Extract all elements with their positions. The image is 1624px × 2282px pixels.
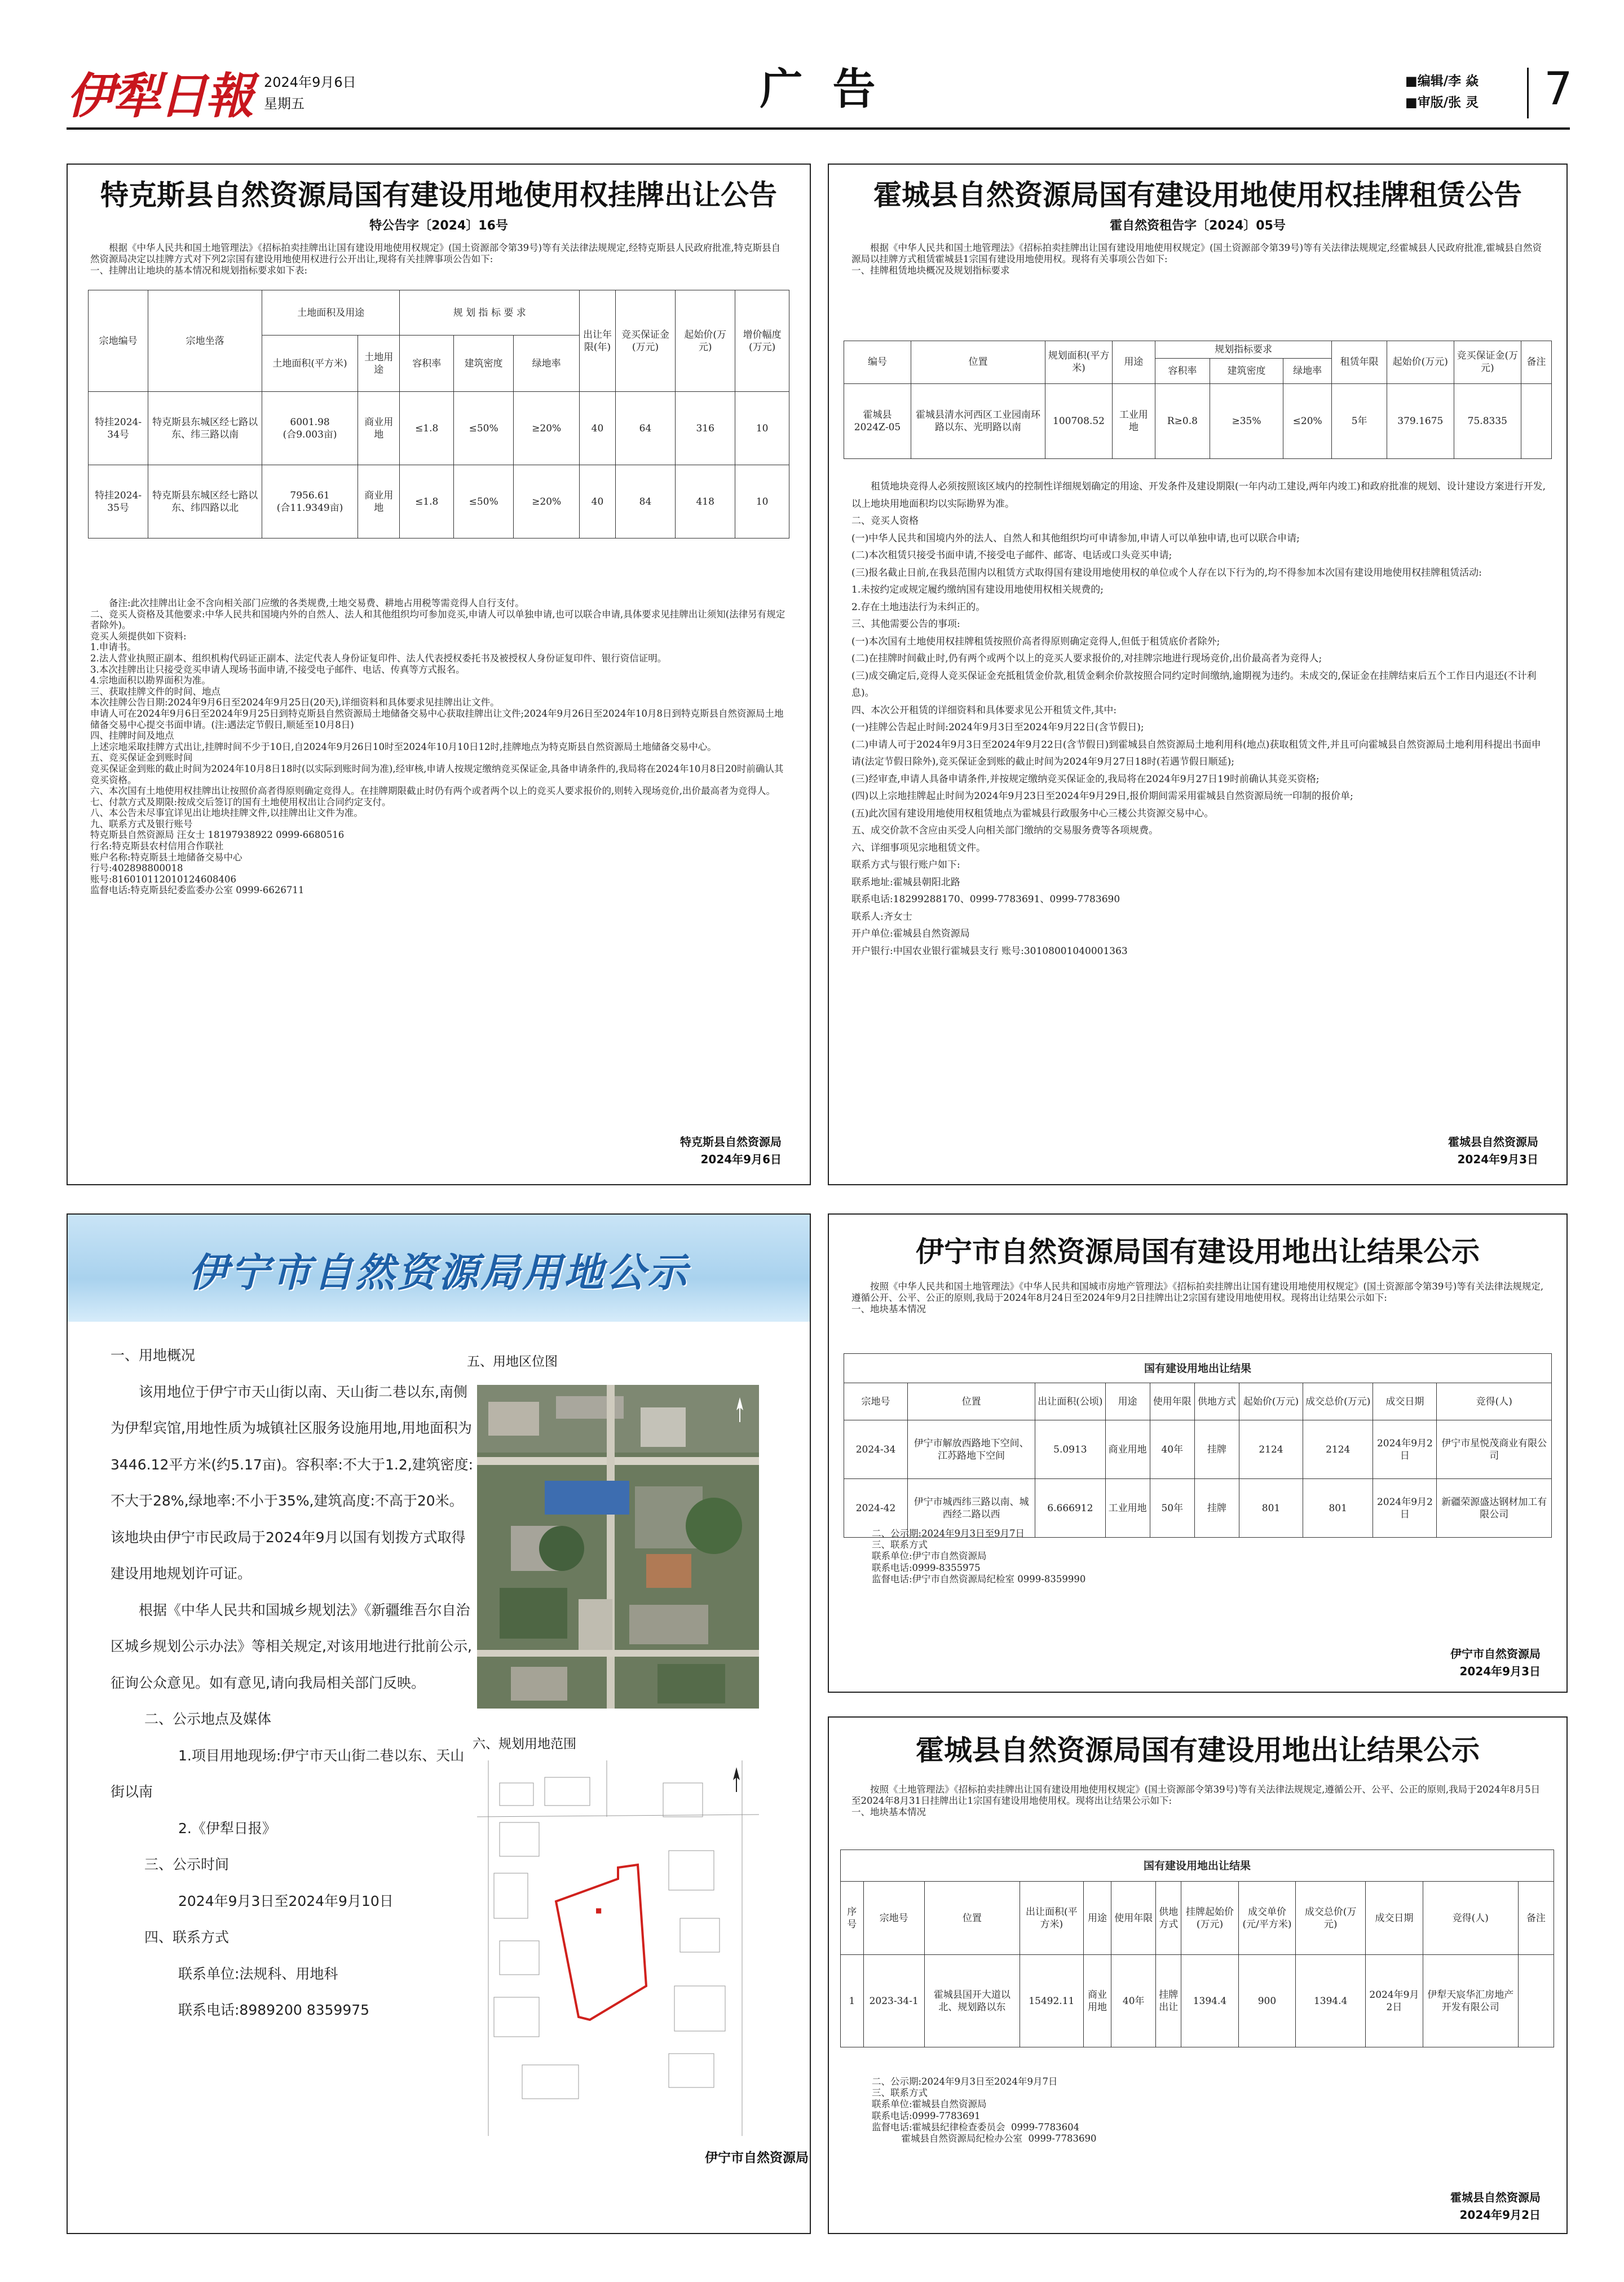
- col-green: 绿地率: [1283, 358, 1332, 383]
- cell: 霍城县2024Z-05: [844, 383, 911, 458]
- col-use: 土地用途: [358, 336, 400, 392]
- paragraph: 该用地位于伊宁市天山街以南、天山街二巷以东,南侧为伊犁宾馆,用地性质为城镇社区服务设施用地,用地面积为3446.12平方米(约5.17亩)。容积率:不大于1.2,建筑密度:不大于28%,绿地率:不小于35%,建筑高度:不高于20米。该地块由伊宁市民政局于2024年9月以国有划拨方式取得建设用地规划许可证。: [111, 1383, 474, 1582]
- cell: 伊犁天宸华汇房地产开发有限公司: [1423, 1955, 1518, 2047]
- ad-body: 二、公示期:2024年9月3日至9月7日 三、联系方式 联系单位:伊宁市自然资源局 联系电话:0999-8355975 监督电话:伊宁市自然资源局纪检室 0999-8359990: [872, 1528, 1086, 1584]
- col-increment: 增价幅度(万元): [735, 290, 789, 392]
- col-area: 规划面积(平方米): [1045, 341, 1113, 384]
- result-table: [844, 1353, 1552, 1538]
- col-header: 使用年限: [1150, 1383, 1194, 1420]
- table-row: [844, 1420, 1552, 1479]
- ad-title: 伊宁市自然资源局国有建设用地出让结果公示: [916, 1235, 1480, 1268]
- col-location: 位置: [911, 341, 1045, 384]
- planned-land-map: [477, 1760, 759, 2136]
- cell: ≥35%: [1210, 383, 1283, 458]
- cell: 5.0913: [1035, 1420, 1105, 1479]
- location-aerial-map: [477, 1385, 759, 1709]
- map-plan-caption: 六、规划用地范围: [473, 1737, 576, 1751]
- cell: ≥20%: [514, 465, 580, 539]
- cell: 1394.4: [1296, 1955, 1366, 2047]
- cell: 特挂2024-35号: [89, 465, 148, 539]
- cell: 6001.98 (合9.003亩): [262, 392, 358, 465]
- col-header: 序号: [841, 1882, 864, 1955]
- ad-signature: 伊宁市自然资源局: [705, 2151, 809, 2165]
- col-note: 备注: [1521, 341, 1551, 384]
- signature-org: 霍城县自然资源局: [1448, 1135, 1538, 1149]
- cell: 2124: [1303, 1420, 1373, 1479]
- signature-org: 霍城县自然资源局: [1450, 2191, 1541, 2204]
- col-green: 绿地率: [514, 336, 580, 392]
- cell: [1518, 1955, 1554, 2047]
- masthead-logo: 伊犁日報: [67, 68, 251, 125]
- land-table: [88, 290, 789, 539]
- cell: 801: [1239, 1479, 1303, 1538]
- cell: 挂牌出让: [1156, 1955, 1181, 2047]
- list-item: 联系电话:8989200 8359975: [178, 2002, 370, 2018]
- col-land: 土地面积及用途: [262, 290, 400, 336]
- cell: 挂牌: [1194, 1479, 1239, 1538]
- signature-org: 特克斯县自然资源局: [680, 1135, 782, 1149]
- cell: 10: [735, 465, 789, 539]
- col-header: 成交总价(万元): [1296, 1882, 1366, 1955]
- col-term: 租赁年限: [1332, 341, 1387, 384]
- cell: 801: [1303, 1479, 1373, 1538]
- ad-signature: [680, 1133, 782, 1168]
- signature-org: 伊宁市自然资源局: [1450, 1647, 1541, 1661]
- col-header: 使用年限: [1111, 1882, 1156, 1955]
- cell: 50年: [1150, 1479, 1194, 1538]
- list-item: 联系单位:法规科、用地科: [178, 1965, 338, 1982]
- col-header: 宗地号: [844, 1383, 908, 1420]
- cell: 商业用地: [358, 392, 400, 465]
- signature-date: 2024年9月6日: [700, 1153, 782, 1166]
- cell: 84: [615, 465, 675, 539]
- col-start: 起始价(万元): [676, 290, 735, 392]
- col-area: 土地面积(平方米): [262, 336, 358, 392]
- cell: 75.8335: [1454, 383, 1521, 458]
- cell: ≤1.8: [400, 465, 454, 539]
- table-row: [89, 465, 789, 539]
- paragraph: 根据《中华人民共和国城乡规划法》《新疆维吾尔自治区城乡规划公示办法》等相关规定,对该用地进行批前公示,征询公众意见。如有意见,请向我局相关部门反映。: [111, 1601, 472, 1691]
- cell: 伊宁市解放西路地下空间、江苏路地下空间: [908, 1420, 1035, 1479]
- col-deposit: 竞买保证金(万元): [615, 290, 675, 392]
- cell: 100708.52: [1045, 383, 1113, 458]
- compass-icon: [725, 1766, 748, 1794]
- col-header: 成交日期: [1373, 1383, 1437, 1420]
- ad-huocheng-result: [828, 1716, 1568, 2234]
- compass-icon: [729, 1396, 751, 1424]
- table-row: [844, 383, 1552, 458]
- page-number: 7: [1544, 63, 1573, 115]
- col-density: 建筑密度: [1210, 358, 1283, 383]
- col-header: 挂牌起始价(万元): [1181, 1882, 1238, 1955]
- section-heading: 三、公示时间: [144, 1856, 230, 1873]
- issue-weekday: 星期五: [264, 96, 304, 112]
- cell: R≥0.8: [1155, 383, 1210, 458]
- list-item: 2.《伊犁日报》: [178, 1820, 276, 1837]
- cell: 2023-34-1: [863, 1955, 924, 2047]
- cell: [1521, 383, 1551, 458]
- ad-intro: 根据《中华人民共和国土地管理法》《招标拍卖挂牌出让国有建设用地使用权规定》(国土资源部令第39号)等有关法律法规规定,经霍城县人民政府批准,霍城县自然资源局以挂牌方式租赁霍城县1宗国有建设用地使用权。现将有关事项公告如下: 一、挂牌租赁地块概况及规划指标要求: [851, 242, 1542, 276]
- cell: ≤1.8: [400, 392, 454, 465]
- cell: 1394.4: [1181, 1955, 1238, 2047]
- section-heading: 一、用地概况: [111, 1347, 196, 1363]
- col-header: 用途: [1105, 1383, 1150, 1420]
- section-heading: 二、公示地点及媒体: [144, 1711, 272, 1727]
- ad-yining-result: [828, 1213, 1568, 1693]
- cell: 40年: [1150, 1420, 1194, 1479]
- cell: 379.1675: [1387, 383, 1454, 458]
- cell: 2024-42: [844, 1479, 908, 1538]
- cell: 15492.11: [1020, 1955, 1083, 2047]
- reviewer-credit: ■审版/张 灵: [1405, 95, 1479, 110]
- svg-text:■: ■: [595, 1906, 602, 1914]
- col-deposit: 竞买保证金(万元): [1454, 341, 1521, 384]
- cell: 10: [735, 392, 789, 465]
- result-table: [840, 1850, 1554, 2047]
- title-banner: [68, 1215, 810, 1322]
- col-header: 备注: [1518, 1882, 1554, 1955]
- lease-table: [844, 341, 1552, 459]
- table-row: [841, 1955, 1554, 2047]
- ad-title: 霍城县自然资源局国有建设用地使用权挂牌租赁公告: [873, 179, 1522, 211]
- cell: 6.666912: [1035, 1479, 1105, 1538]
- table-caption: 国有建设用地出让结果: [841, 1850, 1554, 1882]
- cell: 霍城县清水河西区工业园南环路以东、光明路以南: [911, 383, 1045, 458]
- cell: 霍城县国开大道以北、规划路以东: [924, 1955, 1020, 2047]
- cell: 挂牌: [1194, 1420, 1239, 1479]
- col-header: 竞得(人): [1437, 1383, 1552, 1420]
- cell: 特克斯县东城区经七路以东、纬四路以北: [148, 465, 262, 539]
- table-row: [89, 392, 789, 465]
- cell: 工业用地: [1113, 383, 1155, 458]
- cell: 2024年9月2日: [1366, 1955, 1423, 2047]
- cell: 40: [580, 392, 616, 465]
- col-header: 成交单价(元/平方米): [1238, 1882, 1295, 1955]
- col-header: 竞得(人): [1423, 1882, 1518, 1955]
- col-header: 成交日期: [1366, 1882, 1423, 1955]
- cell: 64: [615, 392, 675, 465]
- cell: 商业用地: [358, 465, 400, 539]
- col-header: 宗地号: [863, 1882, 924, 1955]
- col-header: 出让面积(平方米): [1020, 1882, 1083, 1955]
- col-header: 位置: [908, 1383, 1035, 1420]
- ad-number: 特公告字〔2024〕16号: [369, 219, 508, 233]
- list-item: 1.项目用地现场:伊宁市天山街二巷以东、天山街以南: [111, 1747, 465, 1800]
- col-header: 起始价(万元): [1239, 1383, 1303, 1420]
- ad-number: 霍自然资租告字〔2024〕05号: [1110, 219, 1286, 233]
- ad-intro: 按照《中华人民共和国土地管理法》《中华人民共和国城市房地产管理法》《招标拍卖挂牌出让国有建设用地使用权规定》(国土资源部令第39号)等有关法律法规规定,遵循公开、公平、公正的原则,我局于2024年8月24日至2024年9月2日挂牌出让2宗国有建设用地使用权。现将出让结果公示如下: 一、地块基本情况: [851, 1281, 1544, 1315]
- cell: 新疆荣源盛达钢材加工有限公司: [1437, 1479, 1552, 1538]
- ad-title: 特克斯县自然资源局国有建设用地使用权挂牌出让公告: [100, 179, 777, 211]
- cell: ≥20%: [514, 392, 580, 465]
- cell: 1: [841, 1955, 864, 2047]
- col-header: 供地方式: [1156, 1882, 1181, 1955]
- cell: 5年: [1332, 383, 1387, 458]
- col-header: 用途: [1083, 1882, 1111, 1955]
- col-header: 成交总价(万元): [1303, 1383, 1373, 1420]
- issue-date: 2024年9月6日: [264, 74, 356, 90]
- col-far: 容积率: [400, 336, 454, 392]
- map-location-caption: 五、用地区位图: [467, 1354, 558, 1369]
- cell: 伊宁市星悦茂商业有限公司: [1437, 1420, 1552, 1479]
- ad-intro: 根据《中华人民共和国土地管理法》《招标拍卖挂牌出让国有建设用地使用权规定》(国土资源部令第39号)等有关法律法规规定,经特克斯县人民政府批准,特克斯县自然资源局决定以挂牌方式对下列2宗国有建设用地使用权进行公开出让,现将有关挂牌事项公告如下: 一、挂牌出让地块的基本情况和规划指标要求如下表:: [90, 242, 781, 276]
- col-header: 供地方式: [1194, 1383, 1239, 1420]
- ad-intro: 按照《土地管理法》《招标拍卖挂牌出让国有建设用地使用权规定》(国土资源部令第39号)等有关法律法规规定,遵循公开、公平、公正的原则,我局于2024年8月5日至2024年8月31日挂牌出让1宗国有建设用地使用权。现将出让结果公示如下: 一、地块基本情况: [851, 1784, 1541, 1818]
- ad-body: 备注:此次挂牌出让金不含向相关部门应缴的各类规费,土地交易费、耕地占用税等需竞得人自行支付。 二、竞买人资格及其他要求:中华人民共和国境内外的自然人、法人和其他组织均可参加竞买,申请人可以单独申请,也可以联合申请,具体要求见挂牌出让须知(法律另有规定者除外)。 竞买人须提供如下资料: 1.申请书。 2.法人营业执照正副本、组织机构代码证正副本、法定代表人身份证复印件、法人代表授权委托书及被授权人身份证复印件、银行资信证明。 3.本次挂牌出让只接受竞买申请人现场书面申请,不接受电子邮件、电话、传真等方式报名。 4.宗地面积以勘界面积为准。 三、获取挂牌文件的时间、地点 本次挂牌公告日期:2024年9月6日至2024年9月25日(20天),详细资料和具体要求见挂牌出让文件。 申请人可在2024年9月6日至2024年9月25日到特克斯县自然资源局土地储备交易中心获取挂牌出让文件;2024年9月26日至2024年10月8日到特克斯县自然资源局土地储备交易中心提交书面申请。(注:遇法定节假日,顺延至10月8日) 四、挂牌时间及地点 上述宗地采取挂牌方式出让,挂牌时间不少于10日,自2024年9月26日10时至2024年10月10日12时,挂牌地点为特克斯县自然资源局土地储备交易中心。 五、竞买保证金到账时间 竞买保证金到账的截止时间为2024年10月8日18时(以实际到账时间为准),经审核,申请人按规定缴纳竞买保证金,具备申请条件的,我局将在2024年10月8日20时前确认其竞买资格。 六、本次国有土地使用权挂牌出让按照价高者得原则确定竞得人。在挂牌期限截止时仍有两个或者两个以上的竞买人要求报价的,则转入现场竞价,出价最高者为竞得人。 七、付款方式及期限:按成交后签订的国有土地使用权出让合同约定支付。 八、本公告未尽事宜详见出让地块挂牌文件,以挂牌出让文件为准。 九、联系方式及银行账号 特克斯县自然资源局 汪女士 18197938922 0999-6680516 行名:特克斯县农村信用合作联社 账户名称:特克斯县土地储备交易中心 行号:402898800018 账号:816010112010124608406 监督电话:特克斯县纪委监委办公室 0999-6626711: [90, 598, 785, 896]
- cell: 40: [580, 465, 616, 539]
- section-title: 广 告: [760, 64, 876, 114]
- col-header: 位置: [924, 1882, 1020, 1955]
- ad-signature: [1448, 1133, 1538, 1168]
- header-divider-vertical: [1527, 68, 1529, 118]
- col-far: 容积率: [1155, 358, 1210, 383]
- cell: 特挂2024-34号: [89, 392, 148, 465]
- cell: 商业用地: [1105, 1420, 1150, 1479]
- ad-body: 租赁地块竞得人必须按照该区域内的控制性详细规划确定的用途、开发条件及建设期限(一年内动工建设,两年内竣工)和政府批准的规划、设计建设方案进行开发,以上地块用地面积均以实际勘界为准。 二、竞买人资格 (一)中华人民共和国境内外的法人、自然人和其他组织均可申请参加,申请人可以单独申请,也可以联合申请; (二)本次租赁只接受书面申请,不接受电子邮件、邮寄、电话或口头竞买申请; (三)报名截止日前,在我县范围内以租赁方式取得国有建设用地使用权的单位或个人存在以下行为的,均不得参加本次国有建设用地使用权挂牌租赁活动: 1.未按约定或规定履约缴纳国有建设用地使用权相关规费的; 2.存在土地违法行为未纠正的。 三、其他需要公告的事项: (一)本次国有土地使用权挂牌租赁按照价高者得原则确定竞得人,但低于租赁底价者除外; (二)在挂牌时间截止时,仍有两个或两个以上的竞买人要求报价的,对挂牌宗地进行现场竞价,出价最高者为竞得人; (三)成交确定后,竞得人竞买保证金充抵租赁金价款,租赁金剩余价款按照合同约定时间缴纳,逾期视为违约。未成交的,保证金在挂牌结束后五个工作日内退还(不计利息)。 四、本次公开租赁的详细资料和具体要求见公开租赁文件,其中: (一)挂牌公告起止时间:2024年9月3日至2024年9月22日(含节假日); (二)申请人可于2024年9月3日至2024年9月22日(含节假日)到霍城县自然资源局土地利用科(地点)获取租赁文件,并且可向霍城县自然资源局土地利用科提出书面申请(法定节假日除外),竞买保证金到账的截止时间为2024年9月27日18时(若遇节假日顺延); (三)经审查,申请人具备申请条件,并按规定缴纳竞买保证金的,我局将在2024年9月27日19时前确认其竞买资格; (四)以上宗地挂牌起止时间为2024年9月23日至2024年9月29日,报价期间需采用霍城县自然资源局统一印制的报价单; (五)此次国有建设用地使用权租赁地点为霍城县行政服务中心三楼公共资源交易中心。 五、成交价款不含应由买受人向相关部门缴纳的交易服务费等各项规费。 六、详细事项见宗地租赁文件。 联系方式与银行账户如下: 联系地址:霍城县朝阳北路 联系电话:18299288170、0999-7783691、0999-7783690 联系人:齐女士 开户单位:霍城县自然资源局 开户银行:中国农业银行霍城县支行 账号:30108001040001363: [851, 481, 1546, 957]
- cell: 40年: [1111, 1955, 1156, 2047]
- col-header: 出让面积(公顷): [1035, 1383, 1105, 1420]
- editor-credit: ■编辑/李 焱: [1405, 74, 1479, 89]
- cell: 900: [1238, 1955, 1295, 2047]
- cell: 316: [676, 392, 735, 465]
- section-heading: 四、联系方式: [144, 1929, 230, 1945]
- cell: 2024年9月2日: [1373, 1479, 1437, 1538]
- col-start: 起始价(万元): [1387, 341, 1454, 384]
- signature-date: 2024年9月2日: [1459, 2208, 1541, 2222]
- signature-date: 2024年9月3日: [1457, 1153, 1538, 1166]
- col-code: 宗地编号: [89, 290, 148, 392]
- cell: 工业用地: [1105, 1479, 1150, 1538]
- cell: 商业用地: [1083, 1955, 1111, 2047]
- ad-body: 二、公示期:2024年9月3日至2024年9月7日 三、联系方式 联系单位:霍城县自然资源局 联系电话:0999-7783691 监督电话:霍城县纪律检查委员会 0999-7783604 霍城县自然资源局纪检办公室 0999-7783690: [872, 2076, 1097, 2144]
- col-plan: 规 划 指 标 要 求: [400, 290, 580, 336]
- notice-text: [111, 1338, 477, 2029]
- cell: 2024-34: [844, 1420, 908, 1479]
- cell: 伊宁市城西纬三路以南、城西经二路以西: [908, 1479, 1035, 1538]
- cell: 特克斯县东城区经七路以东、纬三路以南: [148, 392, 262, 465]
- cell: 2024年9月2日: [1373, 1420, 1437, 1479]
- list-item: 2024年9月3日至2024年9月10日: [178, 1892, 394, 1909]
- ad-huocheng-lease: [828, 164, 1568, 1185]
- ad-yining-landuse: [67, 1213, 811, 2234]
- ad-signature: [1450, 1645, 1541, 1680]
- ad-tekes-listing: [67, 164, 811, 1185]
- cell: ≤50%: [454, 392, 514, 465]
- signature-date: 2024年9月3日: [1459, 1665, 1541, 1678]
- ad-signature: [1450, 2189, 1541, 2224]
- col-code: 编号: [844, 341, 911, 384]
- header-rule: [67, 127, 1570, 130]
- ad-title: 伊宁市自然资源局用地公示: [188, 1250, 689, 1296]
- col-years: 出让年限(年): [580, 290, 616, 392]
- cell: ≤20%: [1283, 383, 1332, 458]
- cell: 7956.61 (合11.9349亩): [262, 465, 358, 539]
- cell: 2124: [1239, 1420, 1303, 1479]
- cell: ≤50%: [454, 465, 514, 539]
- cell: 418: [676, 465, 735, 539]
- col-plan: 规划指标要求: [1155, 341, 1332, 359]
- ad-title: 霍城县自然资源局国有建设用地出让结果公示: [916, 1734, 1480, 1767]
- table-caption: 国有建设用地出让结果: [844, 1354, 1552, 1383]
- col-location: 宗地坐落: [148, 290, 262, 392]
- col-use: 用途: [1113, 341, 1155, 384]
- col-density: 建筑密度: [454, 336, 514, 392]
